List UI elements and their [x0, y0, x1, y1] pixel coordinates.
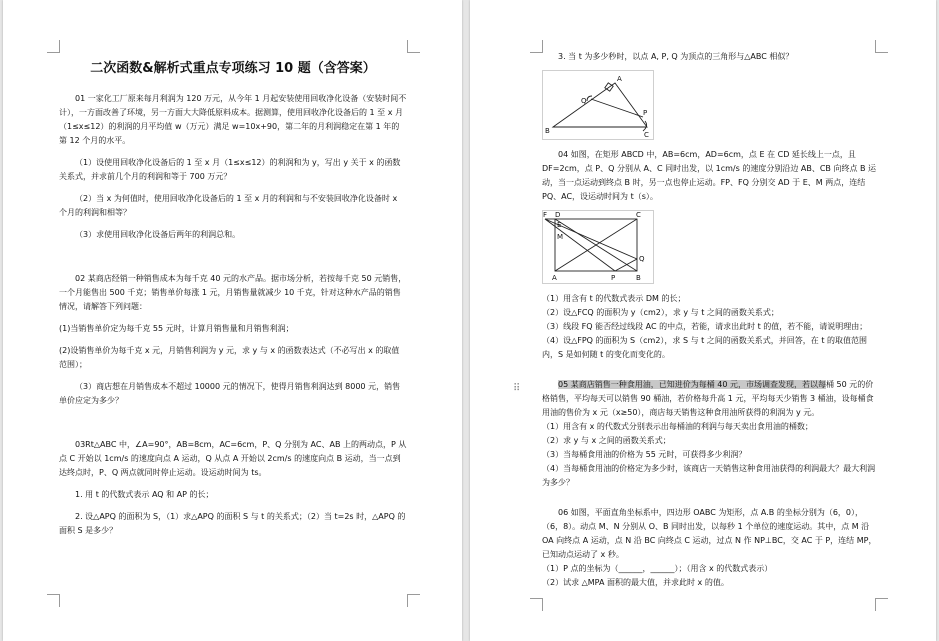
q1-part1: （1）设使用回收净化设备后的 1 至 x 月（1≤x≤12）的利润和为 y，写出 y 关于 x 的函数关系式，并求前几个月的利润和等于 700 万元？ [59, 158, 401, 181]
crop-mark-top-right [407, 40, 420, 53]
q4-part2: （2）设△FCQ 的面积为 y（cm2），求 y 与 t 之间的函数关系式； [542, 308, 779, 317]
drag-handle-icon[interactable]: ⠿ [513, 383, 522, 394]
triangle-abc [553, 83, 647, 127]
q4-part1: （1）用含有 t 的代数式表示 DM 的长； [542, 294, 686, 303]
rectangle-diagram [543, 211, 653, 283]
document-page-left [3, 0, 462, 641]
q6-part2: （2）试求 △MPA 面积的最大值，并求此时 x 的值。 [542, 578, 729, 587]
label-b: B [545, 127, 550, 135]
q6-intro: 06 如图，平面直角坐标系中，四边形 OABC 为矩形，点 A.B 的坐标分别为（6，0），（6，8）。动点 M、N 分别从 O、B 同时出发，以每秒 1 个单位的速度运动。其中，点 M 沿 OA 向终点 A 运动，点 N 沿 BC 向终点 C 运动，过点 N 作 NP⊥BC，交 AC 于 P，连结 MP，已知动点运动了 x 秒。 [542, 508, 877, 559]
q5-intro [542, 378, 877, 420]
q1-intro: 01 一家化工厂原来每月利润为 120 万元，从今年 1 月起安装使用回收净化设备（安装时间不计），一方面改善了环境，另一方面大大降低原料成本。据测算，使用回收净化设备后的 1 至 x 月（1≤x≤12）的利润的月平均值 w（万元）满足 w=10x+90，第二年的月利润稳定在第 1 年的第 12 个月的水平。 [59, 94, 407, 145]
crop-mark-bottom-right [875, 598, 888, 611]
q4-part3: （3）线段 FQ 能否经过线段 AC 的中点，若能，请求出此时 t 的值，若不能，请说明理由； [542, 322, 868, 331]
label-a: A [617, 75, 622, 83]
label-p: P [643, 109, 648, 117]
triangle-figure [542, 70, 654, 140]
document-page-right [470, 0, 936, 641]
q5-part1: （1）用含有 x 的代数式分别表示出每桶油的利润与每天卖出食用油的桶数； [542, 422, 813, 431]
q1-part3: （3）求使用回收净化设备后两年的利润总和。 [75, 230, 241, 239]
label-d: D [555, 211, 561, 219]
q5-highlighted-text[interactable]: 05 某商店销售一种食用油，已知进价为每桶 40 元，市场调查发现，若以每 [558, 380, 826, 389]
rectangle-figure [542, 210, 654, 284]
q5-part3: （3）当每桶食用油的价格为 55 元时，可获得多少利润？ [542, 450, 747, 459]
q5-part2: （2）求 y 与 x 之间的函数关系式； [542, 436, 671, 445]
left-page-content[interactable] [59, 60, 407, 538]
label-q: Q [581, 97, 587, 105]
crop-mark-top-left [47, 40, 60, 53]
label-p: P [611, 274, 616, 282]
crop-mark-bottom-left [47, 594, 60, 607]
q2-part2: (2)设销售单价为每千克 x 元，月销售利润为 y 元，求 y 与 x 的函数表达式（不必写出 x 的取值范围）； [59, 346, 400, 369]
triangle-diagram [543, 71, 653, 139]
label-c: C [644, 131, 649, 139]
label-b: B [636, 274, 641, 282]
crop-mark-bottom-left [530, 598, 543, 611]
label-f: F [543, 211, 548, 219]
q6-part1: （1）P 点的坐标为（______，______）；（用含 x 的代数式表示） [542, 564, 773, 573]
q4-part4: （4）设△FPQ 的面积为 S（cm2），求 S 与 t 之间的函数关系式，并回答，在 t 的取值范围内，S 是如何随 t 的变化而变化的。 [542, 336, 868, 359]
q3-part2: 2. 设△APQ 的面积为 S，（1）求△APQ 的面积 S 与 t 的关系式；（2）当 t=2s 时，△APQ 的面积 S 是多少？ [59, 512, 406, 535]
q4-intro: 04 如图，在矩形 ABCD 中，AB=6cm，AD=6cm，点 E 在 CD 延长线上一点，且 DF=2cm，点 P、Q 分别从 A、C 同时出发，以 1cm/s 的速度分别沿边 AB、CB 向终点 B 运动，当一点运动到终点 B 时，另一点也停止运动。FP、FQ 分别交 AD 于 E、M 两点，连结 PQ、AC，设运动时间为 t（s）。 [542, 150, 877, 201]
label-a: A [552, 274, 557, 282]
q5-part4: （4）当每桶食用油的价格定为多少时，该商店一天销售这种食用油获得的利润最大？最大利润为多少？ [542, 464, 876, 487]
q2-part1: (1)当销售单价定为每千克 55 元时，计算月销售量和月销售利润； [59, 324, 294, 333]
label-c: C [636, 211, 641, 219]
q3-intro: 03Rt△ABC 中，∠A=90°，AB=8cm，AC=6cm，P、Q 分别为 AC、AB 上的两动点，P 从点 C 开始以 1cm/s 的速度向点 A 运动，Q 从点 A 开始以 2cm/s 的速度向点 B 运动，当一点到达终点时，P、Q 两点就同时停止运动。设运动时间为 ts。 [59, 440, 407, 477]
q3-part1: 1. 用 t 的代数式表示 AQ 和 AP 的长； [75, 490, 214, 499]
q5-intro-rest: 桶 50 元的价格销售，平均每天可以销售 90 桶油，若价格每升高 1 元，平均每天少销售 3 桶油，设每桶食用油的售价为 x 元（x≥50），商店每天销售这种食用油所获得的利润为 y 元。 [542, 380, 874, 417]
label-m: M [557, 233, 564, 241]
q1-part2: （2）当 x 为何值时，使用回收净化设备后的 1 至 x 月的利润和与不安装回收净化设备时 x 个月的利润和相等？ [59, 194, 398, 217]
document-title: 二次函数&解析式重点专项练习 10 题（含答案） [90, 61, 376, 76]
right-page-content[interactable] [542, 50, 877, 590]
q2-intro: 02 某商店经销一种销售成本为每千克 40 元的水产品。据市场分析，若按每千克 50 元销售，一个月能售出 500 千克；销售单价每涨 1 元，月销售量就减少 10 千克，针对这种水产品的销售情况，请解答下列问题： [59, 274, 407, 311]
segment-pq [591, 99, 643, 117]
label-e: E [557, 221, 562, 229]
q2-part3: （3）商店想在月销售成本不超过 10000 元的情况下，使得月销售利润达到 8000 元，销售单价应定为多少？ [59, 382, 401, 405]
q3-part3: 3. 当 t 为多少秒时，以点 A, P, Q 为顶点的三角形与△ABC 相似？ [558, 52, 794, 61]
label-q: Q [639, 255, 645, 263]
crop-mark-bottom-right [407, 594, 420, 607]
